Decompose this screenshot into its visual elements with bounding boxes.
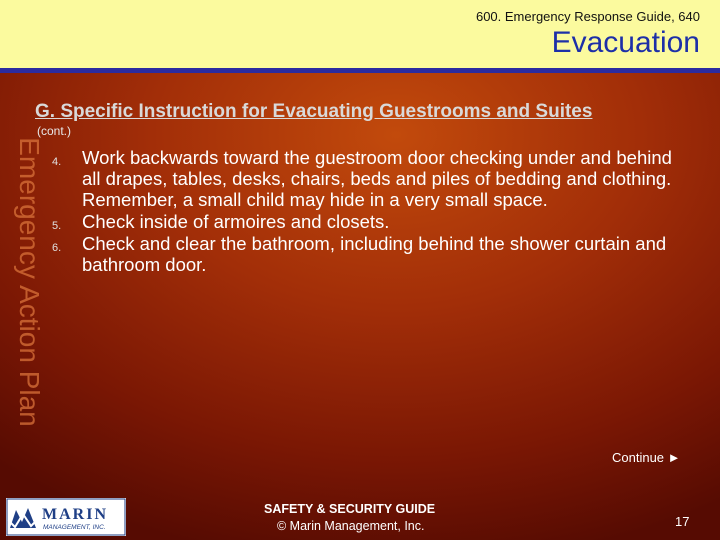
item-number: 6. — [52, 242, 62, 254]
logo-wordmark: MARIN — [42, 506, 108, 523]
item-text: Check and clear the bathroom, including behind the shower curtain and bathroom door. — [82, 233, 667, 275]
header-divider — [0, 68, 720, 73]
continued-note: (cont.) — [37, 124, 72, 138]
footer-copyright: © Marin Management, Inc. — [277, 519, 425, 533]
side-label: Emergency Action Plan — [14, 137, 45, 427]
item-number: 5. — [52, 220, 62, 232]
list-item — [52, 233, 682, 275]
item-text: Work backwards toward the guestroom door checking under and behind all drapes, tables, desks, chairs, beds and piles of bedding and clothing. Remember, a small child may hide in a very small space. — [82, 147, 672, 210]
marin-logo — [6, 498, 126, 536]
logo-subtitle: MANAGEMENT, INC. — [43, 524, 106, 531]
marin-logo-mark — [6, 498, 126, 536]
instruction-list — [52, 147, 682, 276]
header-bar — [0, 0, 720, 68]
content-heading: G. Specific Instruction for Evacuating Guestrooms and Suites — [35, 101, 593, 122]
item-text: Check inside of armoires and closets. — [82, 211, 390, 232]
guide-title: 600. Emergency Response Guide, 640 — [475, 9, 700, 24]
footer-title: SAFETY & SECURITY GUIDE — [264, 502, 436, 516]
item-number: 4. — [52, 156, 62, 168]
list-item — [52, 147, 682, 210]
list-item — [52, 211, 682, 232]
page-number: 17 — [675, 514, 690, 529]
section-title: Evacuation — [551, 26, 700, 59]
continue-link[interactable]: Continue ► — [612, 450, 681, 465]
